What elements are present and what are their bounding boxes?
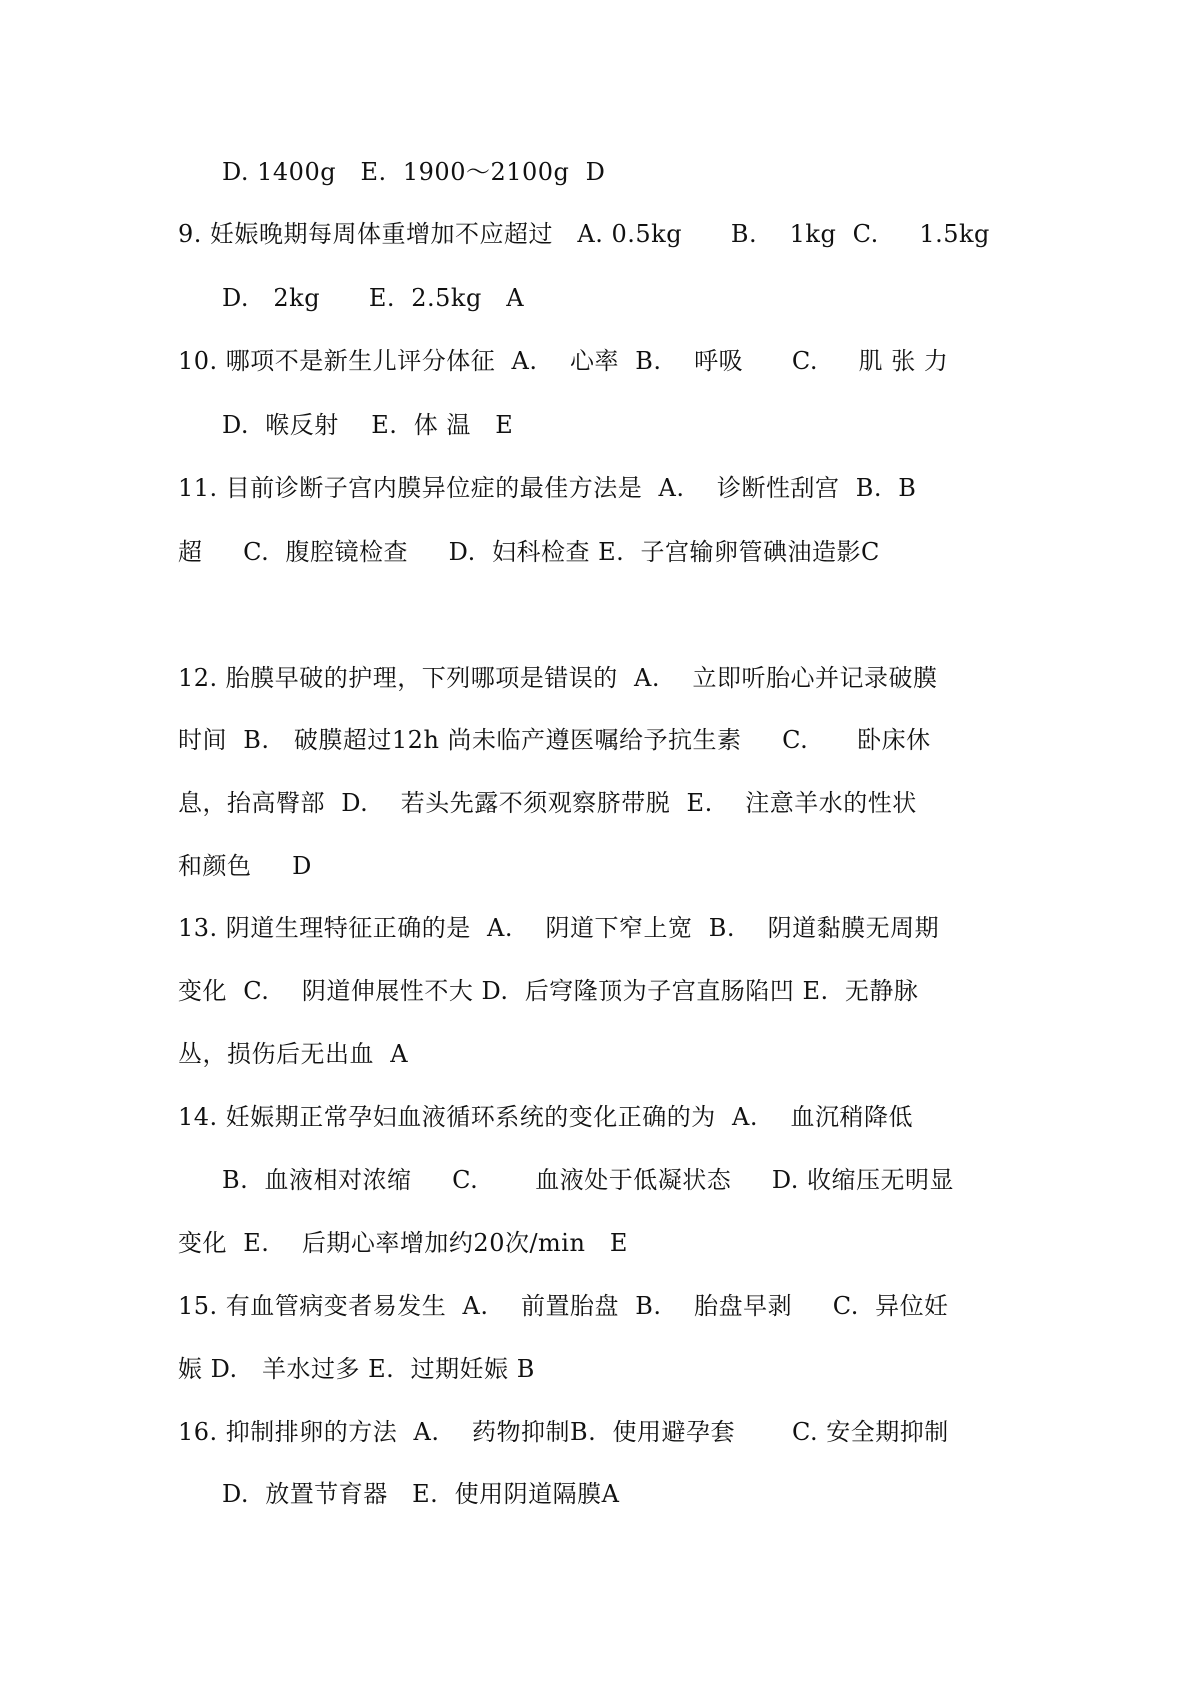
question-13-line-2: 变化 C. 阴道伸展性不大 D. 后穹隆顶为子宫直肠陷凹 E. 无静脉 (178, 977, 919, 1005)
question-14-line-3: 变化 E. 后期心率增加约20次/min E (178, 1229, 628, 1257)
question-13-stem: 13. 阴道生理特征正确的是 A. 阴道下窄上宽 B. 阴道黏膜无周期 (178, 914, 940, 942)
question-14-line-2: B. 血液相对浓缩 C. 血液处于低凝状态 D. 收缩压无明显 (222, 1166, 954, 1194)
question-13-line-3: 丛，损伤后无出血 A (178, 1040, 409, 1068)
question-14-stem: 14. 妊娠期正常孕妇血液循环系统的变化正确的为 A. 血沉稍降低 (178, 1103, 914, 1131)
question-15-stem: 15. 有血管病变者易发生 A. 前置胎盘 B. 胎盘早剥 C. 异位妊 (178, 1292, 949, 1320)
question-11-stem: 11. 目前诊断子宫内膜异位症的最佳方法是 A. 诊断性刮宫 B. B (178, 474, 917, 502)
question-11-options-continued: 超 C. 腹腔镜检查 D. 妇科检查 E. 子宫输卵管碘油造影C (178, 538, 880, 566)
question-9-stem: 9. 妊娠晚期每周体重增加不应超过 A. 0.5kg B. 1kg C. 1.5kg (178, 220, 990, 248)
question-9-options-continued: D. 2kg E. 2.5kg A (222, 284, 525, 312)
question-16-options-continued: D. 放置节育器 E. 使用阴道隔膜A (222, 1480, 620, 1508)
question-10-stem: 10. 哪项不是新生儿评分体征 A. 心率 B. 呼吸 C. 肌 张 力 (178, 347, 949, 375)
question-12-line-4: 和颜色 D (178, 852, 312, 880)
question-12-line-2: 时间 B. 破膜超过12h 尚未临产遵医嘱给予抗生素 C. 卧床休 (178, 726, 931, 754)
question-15-line-2: 娠 D. 羊水过多 E. 过期妊娠 B (178, 1355, 535, 1383)
question-12-stem: 12. 胎膜早破的护理，下列哪项是错误的 A. 立即听胎心并记录破膜 (178, 664, 938, 692)
question-8-options-continued: D. 1400g E. 1900～2100g D (222, 158, 606, 186)
question-12-line-3: 息，抬高臀部 D. 若头先露不须观察脐带脱 E. 注意羊水的性状 (178, 789, 917, 817)
question-16-stem: 16. 抑制排卵的方法 A. 药物抑制B. 使用避孕套 C. 安全期抑制 (178, 1418, 949, 1446)
question-10-options-continued: D. 喉反射 E. 体 温 E (222, 411, 514, 439)
